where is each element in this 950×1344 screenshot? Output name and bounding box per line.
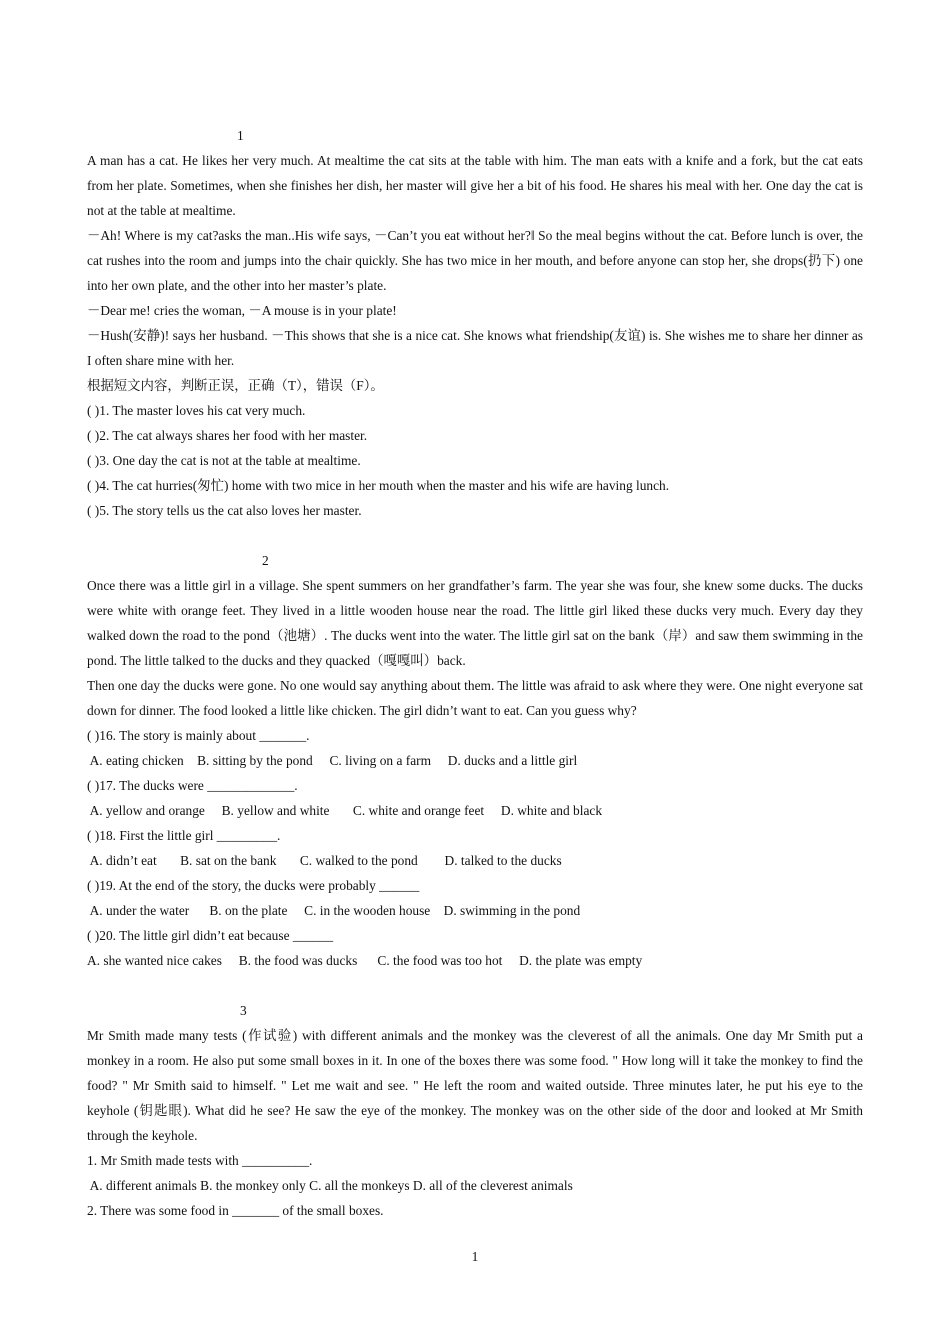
question-item: ( )4. The cat hurries(匆忙) home with two mice in her mouth when the master and his wife are having lunch. xyxy=(87,478,670,493)
section-spacer xyxy=(87,973,863,998)
section-number: 1 xyxy=(237,128,244,143)
question-item: 2. There was some food in _______ of the small boxes. xyxy=(87,1203,384,1218)
passage-paragraph: －Hush(安静)! says her husband. －This shows that she is a nice cat. She knows what friendship(友谊) is. She wishes me to share her dinner as I often share mine with her. xyxy=(87,328,863,368)
answer-options: A. different animals B. the monkey only C. all the monkeys D. all of the cleverest animals xyxy=(87,1178,573,1193)
question-item: ( )17. The ducks were _____________. xyxy=(87,778,298,793)
reading-section-1 xyxy=(87,123,863,523)
question-item: ( )5. The story tells us the cat also loves her master. xyxy=(87,503,362,518)
question-item: ( )18. First the little girl _________. xyxy=(87,828,281,843)
section-number: 2 xyxy=(262,553,269,568)
question-item: ( )2. The cat always shares her food with her master. xyxy=(87,428,368,443)
passage-paragraph: Then one day the ducks were gone. No one would say anything about them. The little was afraid to ask where they were. One night everyone sat down for dinner. The food looked a little like chicken. The girl didn’t want to eat. Can you guess why? xyxy=(87,678,863,718)
passage-paragraph: Mr Smith made many tests (作试验) with different animals and the monkey was the cleverest of all the animals. One day Mr Smith put a monkey in a room. He also put some small boxes in it. In one of the boxes there was some food. " How long will it take the monkey to find the food? " Mr Smith said to himself. " Let me wait and see. " He left the room and waited outside. Three minutes later, he put his eye to the keyhole (钥匙眼). What did he see? He saw the eye of the monkey. The monkey was on the other side of the door and looked at Mr Smith through the keyhole. xyxy=(87,1028,863,1143)
answer-options: A. didn’t eat B. sat on the bank C. walked to the pond D. talked to the ducks xyxy=(87,853,562,868)
answer-options: A. yellow and orange B. yellow and white C. white and orange feet D. white and black xyxy=(87,803,603,818)
instruction-text: 根据短文内容，判断正误，正确（T），错误（F）。 xyxy=(87,378,384,393)
question-item: ( )20. The little girl didn’t eat because ______ xyxy=(87,928,334,943)
question-item: ( )3. One day the cat is not at the table at mealtime. xyxy=(87,453,361,468)
question-item: ( )19. At the end of the story, the ducks were probably ______ xyxy=(87,878,420,893)
passage-paragraph: －Ah! Where is my cat?asks the man..His wife says, －Can’t you eat without her?‖ So the meal begins without the cat. Before lunch is over, the cat rushes into the room and jumps into the chair quickly. She has two mice in her mouth, and before anyone can stop her, she drops(扔下) one into her own plate, and the other into her master’s plate. xyxy=(87,228,863,293)
reading-section-2 xyxy=(87,548,863,973)
question-item: ( )16. The story is mainly about _______. xyxy=(87,728,310,743)
passage-paragraph: －Dear me! cries the woman, －A mouse is in your plate! xyxy=(87,303,397,318)
answer-options: A. under the water B. on the plate C. in the wooden house D. swimming in the pond xyxy=(87,903,581,918)
section-number: 3 xyxy=(240,1003,247,1018)
page-number: 1 xyxy=(471,1249,479,1264)
passage-paragraph: A man has a cat. He likes her very much. At mealtime the cat sits at the table with him. The man eats with a knife and a fork, but the cat eats from her plate. Sometimes, when she finishes her dish, her master will give her a bit of his food. He shares his meal with her. One day the cat is not at the table at mealtime. xyxy=(87,153,863,218)
reading-section-3 xyxy=(87,998,863,1223)
answer-options: A. eating chicken B. sitting by the pond C. living on a farm D. ducks and a little girl xyxy=(87,753,578,768)
section-spacer xyxy=(87,523,863,548)
answer-options: A. she wanted nice cakes B. the food was ducks C. the food was too hot D. the plate was empty xyxy=(87,953,643,968)
question-item: 1. Mr Smith made tests with __________. xyxy=(87,1153,313,1168)
document-body xyxy=(87,123,863,1223)
question-item: ( )1. The master loves his cat very much. xyxy=(87,403,306,418)
passage-paragraph: Once there was a little girl in a village. She spent summers on her grandfather’s farm. The year she was four, she knew some ducks. The ducks were white with orange feet. They lived in a little wooden house near the road. The little girl liked these ducks very much. Every day they walked down the road to the pond（池塘）. The ducks went into the water. The little girl sat on the bank（岸）and saw them swimming in the pond. The little talked to the ducks and they quacked（嘎嘎叫）back. xyxy=(87,578,863,668)
